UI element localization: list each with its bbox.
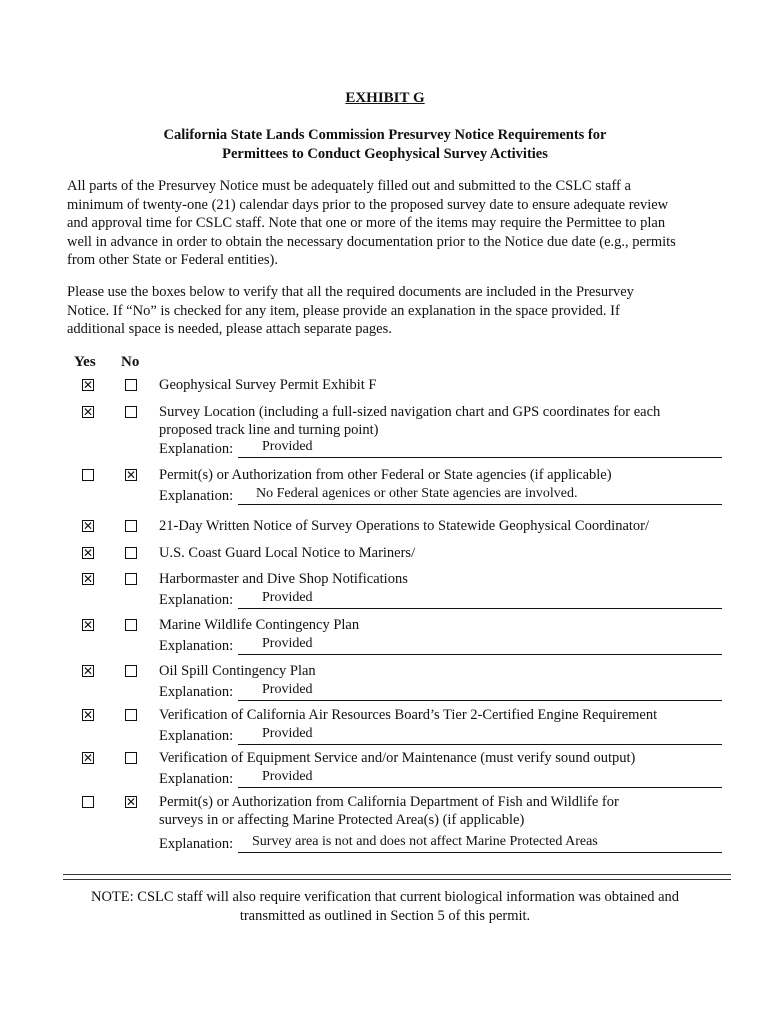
- yes-checkbox[interactable]: ✕: [82, 751, 94, 765]
- yes-checkbox[interactable]: [82, 469, 94, 481]
- instructions-line: Please use the boxes below to verify that all the required documents are included in the Presurvey: [67, 284, 634, 300]
- explanation-field[interactable]: Provided: [262, 726, 313, 741]
- no-column-header: No: [121, 354, 140, 370]
- explanation-field[interactable]: Provided: [262, 682, 313, 697]
- explanation-field[interactable]: Provided: [262, 439, 313, 454]
- form-subtitle-line-1: California State Lands Commission Presurvey Notice Requirements for: [163, 127, 607, 143]
- no-checkbox[interactable]: ✕: [125, 795, 137, 809]
- checklist-item-label: [159, 376, 739, 394]
- yes-checkbox[interactable]: ✕: [82, 546, 94, 560]
- checklist-item-label: [159, 403, 739, 439]
- yes-checkbox[interactable]: ✕: [82, 378, 94, 392]
- explanation-field[interactable]: Provided: [262, 636, 313, 651]
- intro-line: and approval time for CSLC staff. Note that one or more of the items may require the Permittee to plan: [67, 215, 666, 231]
- exhibit-title: EXHIBIT G: [345, 90, 425, 106]
- divider-rule-top: [63, 874, 731, 875]
- checklist-item-line: Harbormaster and Dive Shop Notifications: [159, 571, 408, 587]
- checklist-item-line: proposed track line and turning point): [159, 422, 379, 438]
- checklist-item-label: [159, 466, 739, 484]
- form-subtitle-line-2: Permittees to Conduct Geophysical Survey Activities: [222, 146, 548, 162]
- explanation-field[interactable]: Provided: [262, 590, 313, 605]
- checklist-item-line: 21-Day Written Notice of Survey Operations to Statewide Geophysical Coordinator/: [159, 518, 650, 534]
- instructions-line: additional space is needed, please attach separate pages.: [67, 321, 392, 337]
- checklist-item-line: Oil Spill Contingency Plan: [159, 663, 316, 679]
- no-checkbox[interactable]: [125, 547, 137, 559]
- explanation-underline: [238, 744, 722, 745]
- intro-paragraph: [67, 177, 707, 270]
- checklist-item-label: [159, 544, 739, 562]
- explanation-field[interactable]: No Federal agenices or other State agencies are involved.: [256, 486, 578, 501]
- explanation-label: Explanation:: [159, 684, 234, 700]
- checklist-item-line: surveys in or affecting Marine Protected Area(s) (if applicable): [159, 812, 525, 828]
- instructions-line: Notice. If “No” is checked for any item, please provide an explanation in the space provided. If: [67, 302, 620, 319]
- intro-line: minimum of twenty-one (21) calendar days prior to the proposed survey date to ensure adequate review: [67, 196, 669, 213]
- intro-line: All parts of the Presurvey Notice must be adequately filled out and submitted to the CSLC staff a: [67, 178, 631, 194]
- checklist-item-line: Verification of California Air Resources Board’s Tier 2-Certified Engine Requirement: [159, 707, 658, 723]
- yes-checkbox[interactable]: ✕: [82, 405, 94, 419]
- explanation-field[interactable]: Survey area is not and does not affect Marine Protected Areas: [252, 834, 598, 849]
- yes-checkbox[interactable]: ✕: [82, 664, 94, 678]
- checklist-item-label: [159, 662, 739, 680]
- checklist-item-label: [159, 517, 739, 535]
- explanation-label: Explanation:: [159, 488, 234, 504]
- no-checkbox[interactable]: [125, 520, 137, 532]
- no-checkbox[interactable]: [125, 406, 137, 418]
- yes-checkbox[interactable]: ✕: [82, 618, 94, 632]
- explanation-underline: [238, 787, 722, 788]
- note-line-1: NOTE: CSLC staff will also require verification that current biological information was obtained and: [90, 889, 680, 905]
- explanation-underline: [238, 608, 722, 609]
- checklist-item-label: [159, 749, 739, 767]
- yes-checkbox[interactable]: ✕: [82, 519, 94, 533]
- checklist-item-line: Survey Location (including a full-sized navigation chart and GPS coordinates for each: [159, 404, 661, 420]
- note-line-2: transmitted as outlined in Section 5 of this permit.: [239, 908, 531, 924]
- checklist-item-line: Geophysical Survey Permit Exhibit F: [159, 377, 377, 393]
- yes-checkbox[interactable]: ✕: [82, 708, 94, 722]
- explanation-field[interactable]: Provided: [262, 769, 313, 784]
- checklist-item-label: [159, 570, 739, 588]
- explanation-label: Explanation:: [159, 836, 234, 852]
- explanation-label: Explanation:: [159, 771, 234, 787]
- no-checkbox[interactable]: [125, 665, 137, 677]
- no-checkbox[interactable]: [125, 709, 137, 721]
- explanation-label: Explanation:: [159, 592, 234, 608]
- checklist-item-line: Verification of Equipment Service and/or Maintenance (must verify sound output): [159, 750, 636, 766]
- divider-rule-bottom: [63, 879, 731, 880]
- no-checkbox[interactable]: ✕: [125, 468, 137, 482]
- yes-column-header: Yes: [74, 354, 96, 370]
- no-checkbox[interactable]: [125, 379, 137, 391]
- explanation-underline: [238, 700, 722, 701]
- yes-checkbox[interactable]: ✕: [82, 572, 94, 586]
- explanation-label: Explanation:: [159, 728, 234, 744]
- checklist-item-label: [159, 616, 739, 634]
- explanation-underline: [238, 654, 722, 655]
- explanation-label: Explanation:: [159, 441, 234, 457]
- explanation-underline: [238, 457, 722, 458]
- intro-line: from other State or Federal entities).: [67, 252, 278, 268]
- explanation-underline: [238, 504, 722, 505]
- checklist-item-line: Permit(s) or Authorization from other Federal or State agencies (if applicable): [159, 467, 612, 483]
- no-checkbox[interactable]: [125, 752, 137, 764]
- checklist-item-line: Marine Wildlife Contingency Plan: [159, 617, 360, 633]
- no-checkbox[interactable]: [125, 619, 137, 631]
- no-checkbox[interactable]: [125, 573, 137, 585]
- explanation-underline: [238, 852, 722, 853]
- checklist-item-line: Permit(s) or Authorization from California Department of Fish and Wildlife for: [159, 794, 619, 810]
- checklist-item-label: [159, 793, 739, 829]
- intro-line: well in advance in order to obtain the necessary documentation prior to the Notice due date (e.g., permits: [67, 233, 676, 250]
- checklist-item-label: [159, 706, 739, 724]
- checklist-item-line: U.S. Coast Guard Local Notice to Mariners/: [159, 545, 416, 561]
- yes-checkbox[interactable]: [82, 796, 94, 808]
- explanation-label: Explanation:: [159, 638, 234, 654]
- instructions-paragraph: [67, 283, 707, 339]
